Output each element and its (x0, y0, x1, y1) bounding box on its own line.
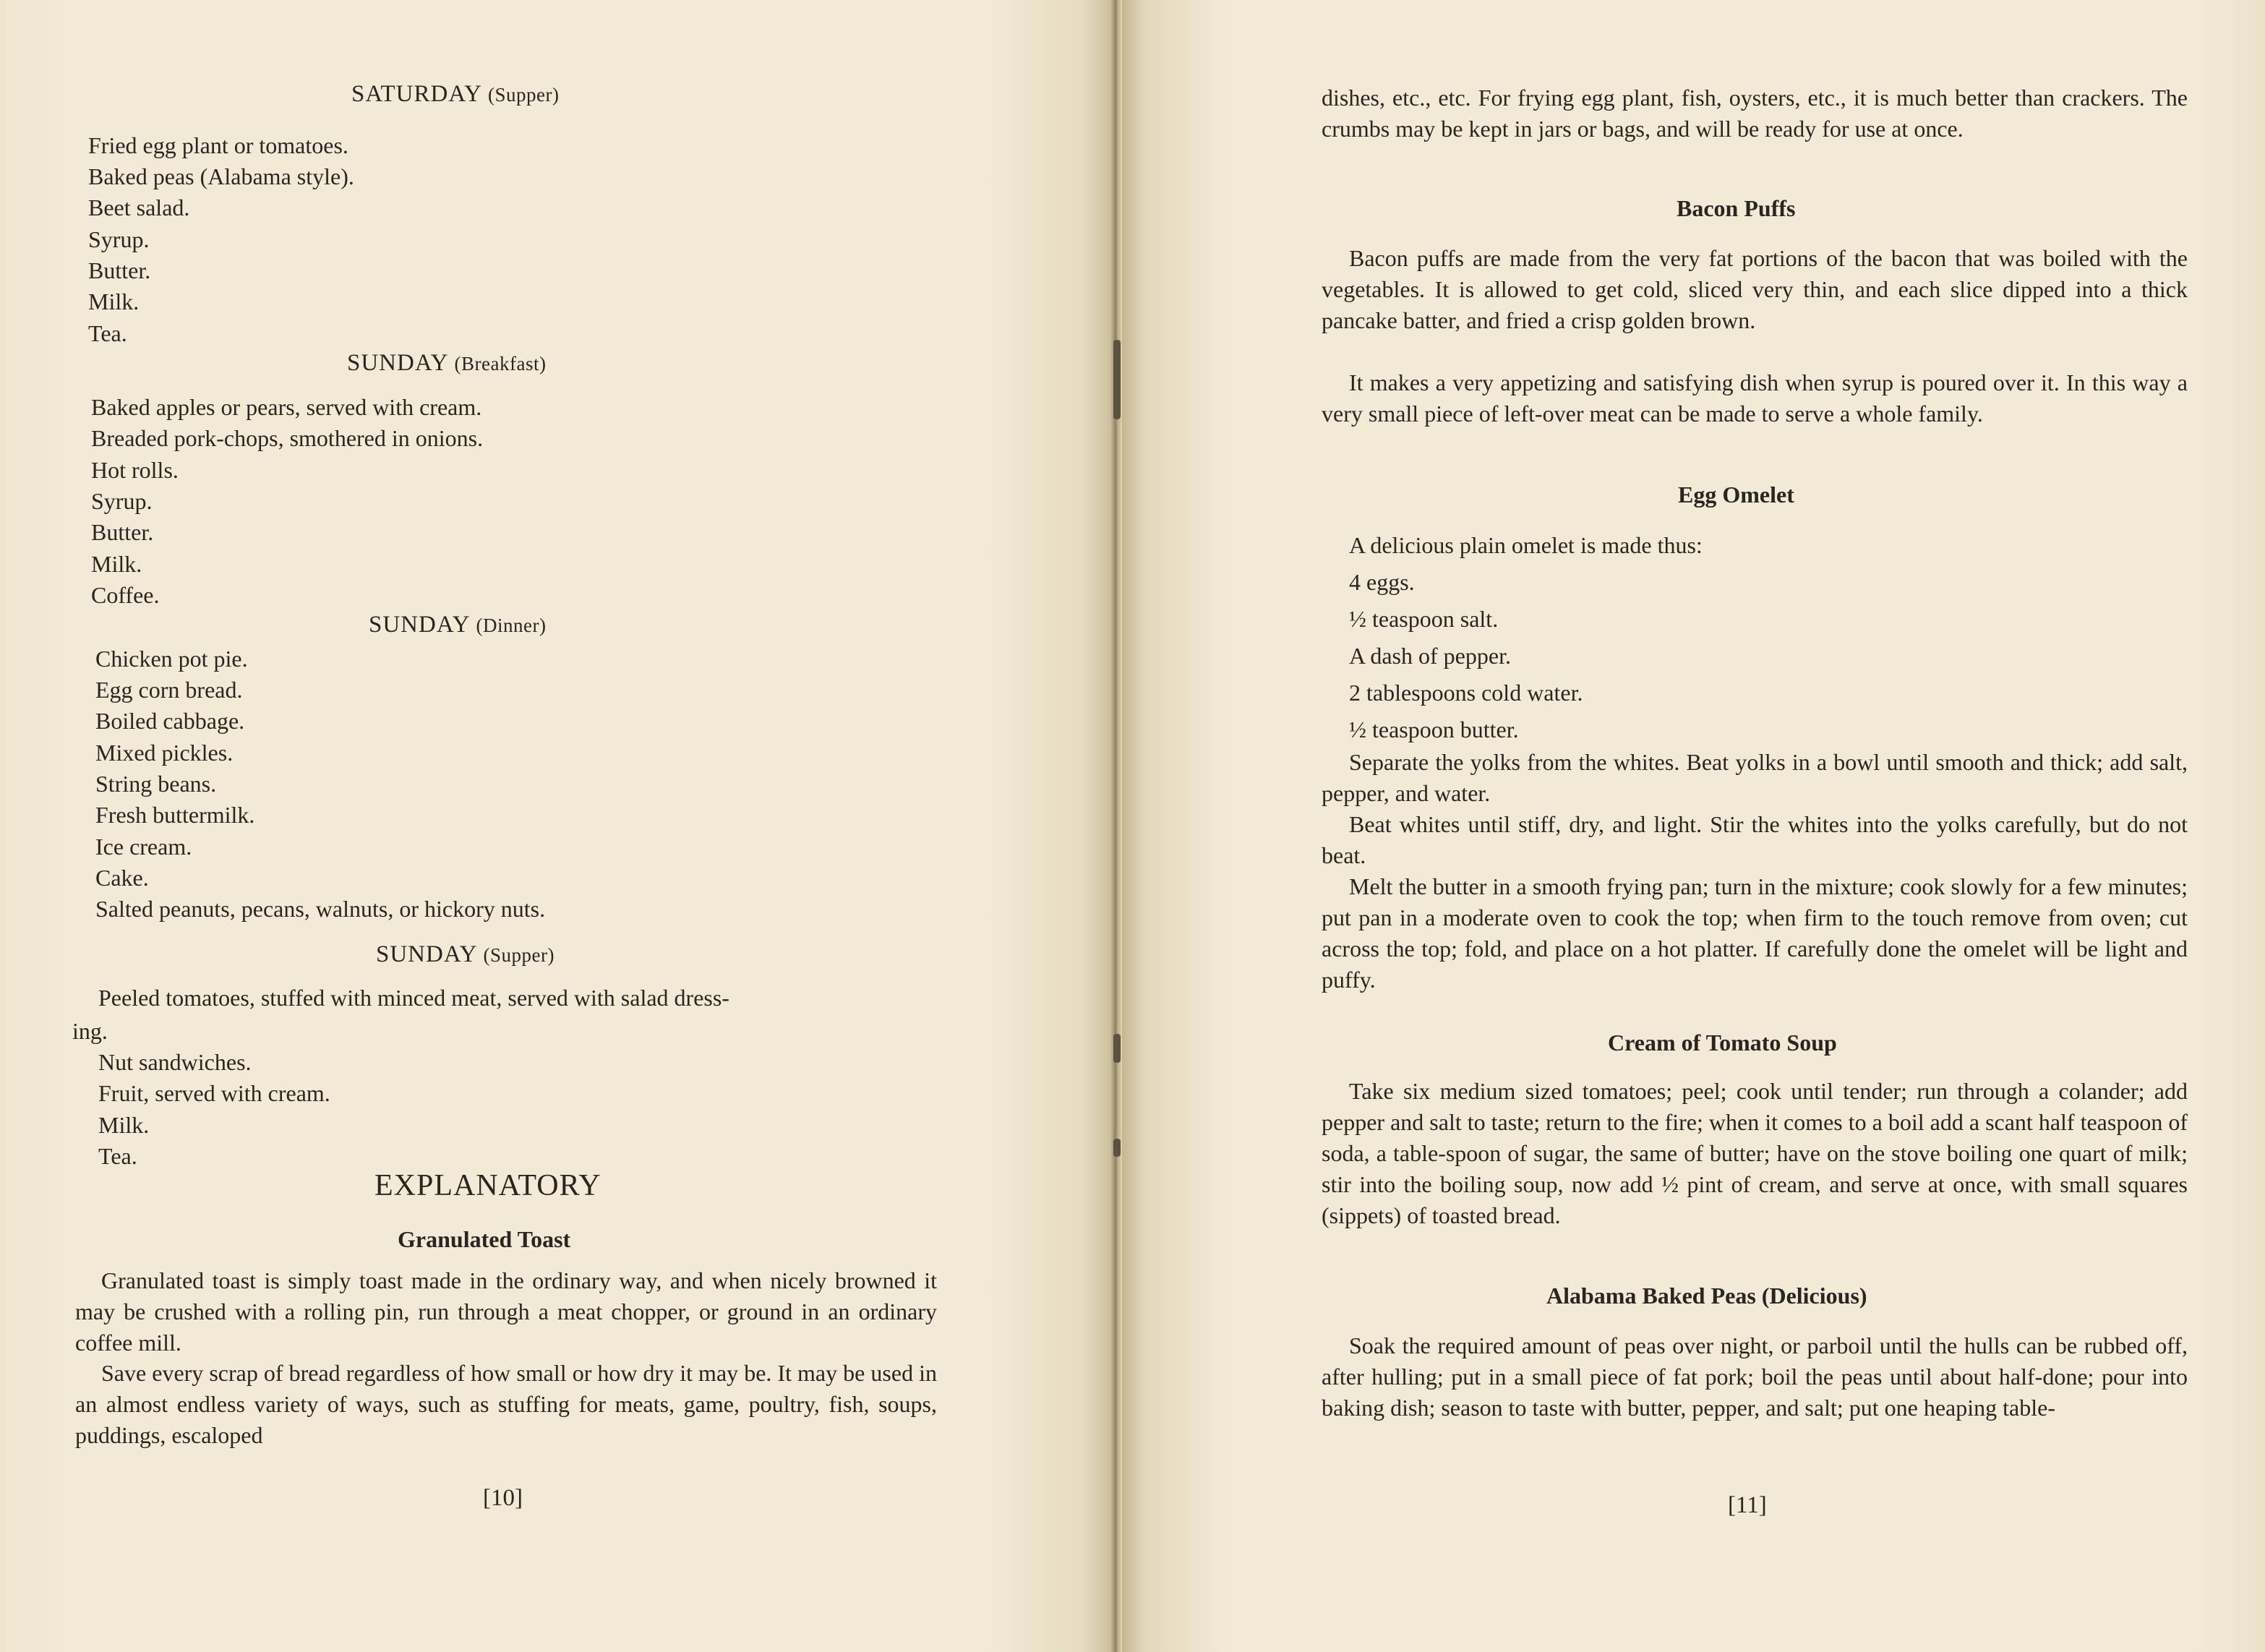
omelet-paragraph-1: Separate the yolks from the whites. Beat yolks in a bowl until smooth and thick; add salt, pepper, and water. (1322, 749, 2188, 806)
ingredient: 2 tablespoons cold water. (1349, 680, 1583, 706)
menu-item: Milk. (91, 551, 142, 577)
page-number-right: [11] (1728, 1492, 1767, 1518)
menu-item: ing. (72, 1018, 108, 1044)
menu-item: Fruit, served with cream. (98, 1080, 330, 1106)
menu-item: Butter. (91, 519, 154, 545)
menu-heading-day: SUNDAY (369, 612, 470, 638)
menu-item: Tea. (88, 320, 127, 346)
menu-item: Chicken pot pie. (95, 646, 248, 672)
left-page (0, 0, 1116, 1652)
granulated-paragraph-1: Granulated toast is simply toast made in the ordinary way, and when nicely browned it may be crushed with a rolling pin, run through a meat chopper, or ground in an ordinary coffee mill. (75, 1267, 937, 1356)
menu-item: Milk. (98, 1112, 150, 1138)
menu-item: Boiled cabbage. (95, 708, 245, 734)
ingredient: 4 eggs. (1349, 569, 1415, 595)
omelet-paragraph-2: Beat whites until stiff, dry, and light. Stir the whites into the yolks carefully, but do not beat. (1322, 811, 2188, 868)
menu-heading-day: SUNDAY (347, 350, 448, 376)
menu-heading (351, 81, 560, 108)
recipe-title: Egg Omelet (1678, 482, 1794, 508)
peas-paragraph: Soak the required amount of peas over night, or parboil until the hulls can be rubbed off, after hulling; put in a small piece of fat pork; boil the peas until about half-done; pour into baking dish; season to taste with butter, pepper, and salt; put one heaping table- (1322, 1332, 2188, 1421)
menu-item: Nut sandwiches. (98, 1049, 252, 1075)
menu-heading (369, 612, 546, 638)
bacon-paragraph-1: Bacon puffs are made from the very fat portions of the bacon that was boiled with the vegetables. It is allowed to get cold, sliced very thin, and each slice dipped into a thick pancake batter, and fried a crisp golden brown. (1322, 245, 2188, 333)
right-page (1116, 0, 2265, 1652)
page-number-left: [10] (483, 1485, 523, 1511)
menu-heading-day: SUNDAY (376, 941, 477, 967)
recipe-title: Granulated Toast (398, 1226, 571, 1252)
recipe-title: Alabama Baked Peas (Delicious) (1546, 1283, 1867, 1309)
recipe-title: Bacon Puffs (1677, 195, 1796, 221)
menu-heading (347, 350, 546, 377)
ingredient: ½ teaspoon butter. (1349, 716, 1519, 742)
menu-item: Ice cream. (95, 834, 192, 860)
binding-thread (1113, 340, 1121, 419)
menu-heading (376, 941, 555, 968)
binding-thread (1113, 1034, 1121, 1063)
recipe-title: Cream of Tomato Soup (1608, 1030, 1837, 1056)
menu-heading-meal: (Dinner) (476, 615, 547, 636)
tomato-paragraph: Take six medium sized tomatoes; peel; cook until tender; run through a colander; add pepper and salt to taste; return to the fire; when it comes to a boil add a scant half teaspoon of soda, a table-spoon of sugar, the same of butter; have on the stove boiling one quart of milk; stir into the boiling soup, now add ½ pint of cream, and serve at once, with small squares (sippets) of toasted bread. (1322, 1078, 2188, 1228)
menu-item: Baked peas (Alabama style). (88, 163, 354, 189)
menu-heading-meal: (Breakfast) (454, 353, 547, 375)
granulated-paragraph-2: Save every scrap of bread regardless of how small or how dry it may be. It may be used in an almost endless variety of ways, such as stuffing for meats, game, poultry, fish, soups, puddings, escaloped (75, 1360, 937, 1448)
menu-item: Butter. (88, 257, 151, 283)
menu-item: String beans. (95, 771, 217, 797)
ingredient: A dash of pepper. (1349, 643, 1511, 669)
menu-item: Syrup. (91, 488, 153, 514)
menu-item: Hot rolls. (91, 457, 179, 483)
omelet-paragraph-3: Melt the butter in a smooth frying pan; turn in the mixture; cook slowly for a few minutes; put pan in a moderate oven to cook the top; when firm to the touch remove from oven; cut across the top; fold, and place on a hot platter. If carefully done the omelet will be light and puffy. (1322, 873, 2188, 993)
binding-thread (1113, 1139, 1121, 1157)
menu-item: Fried egg plant or tomatoes. (88, 132, 348, 158)
menu-item: Breaded pork-chops, smothered in onions. (91, 425, 484, 451)
menu-item: Baked apples or pears, served with cream. (91, 394, 482, 420)
explanatory-heading: EXPLANATORY (374, 1169, 601, 1202)
menu-item: Tea. (98, 1143, 137, 1169)
menu-item: Milk. (88, 288, 140, 314)
bacon-paragraph-2: It makes a very appetizing and satisfying dish when syrup is poured over it. In this way a very small piece of left-over meat can be made to serve a whole family. (1322, 369, 2188, 427)
menu-heading-meal: (Supper) (483, 944, 555, 966)
menu-item: Mixed pickles. (95, 740, 234, 766)
menu-heading-day: SATURDAY (351, 81, 481, 107)
menu-item: Cake. (95, 865, 149, 891)
menu-item: Beet salad. (88, 194, 190, 221)
menu-heading-meal: (Supper) (488, 84, 560, 106)
omelet-intro: A delicious plain omelet is made thus: (1349, 532, 1703, 558)
menu-item: Egg corn bread. (95, 677, 243, 703)
book-gutter (1110, 0, 1122, 1652)
menu-item: Coffee. (91, 582, 160, 608)
menu-item: Fresh buttermilk. (95, 802, 255, 828)
menu-item: Syrup. (88, 226, 150, 252)
menu-item: Peeled tomatoes, stuffed with minced meat, served with salad dress- (98, 985, 729, 1011)
continuation-paragraph: dishes, etc., etc. For frying egg plant, fish, oysters, etc., it is much better than crackers. The crumbs may be kept in jars or bags, and will be ready for use at once. (1322, 85, 2188, 142)
menu-item: Salted peanuts, pecans, walnuts, or hickory nuts. (95, 896, 546, 922)
ingredient: ½ teaspoon salt. (1349, 606, 1499, 632)
